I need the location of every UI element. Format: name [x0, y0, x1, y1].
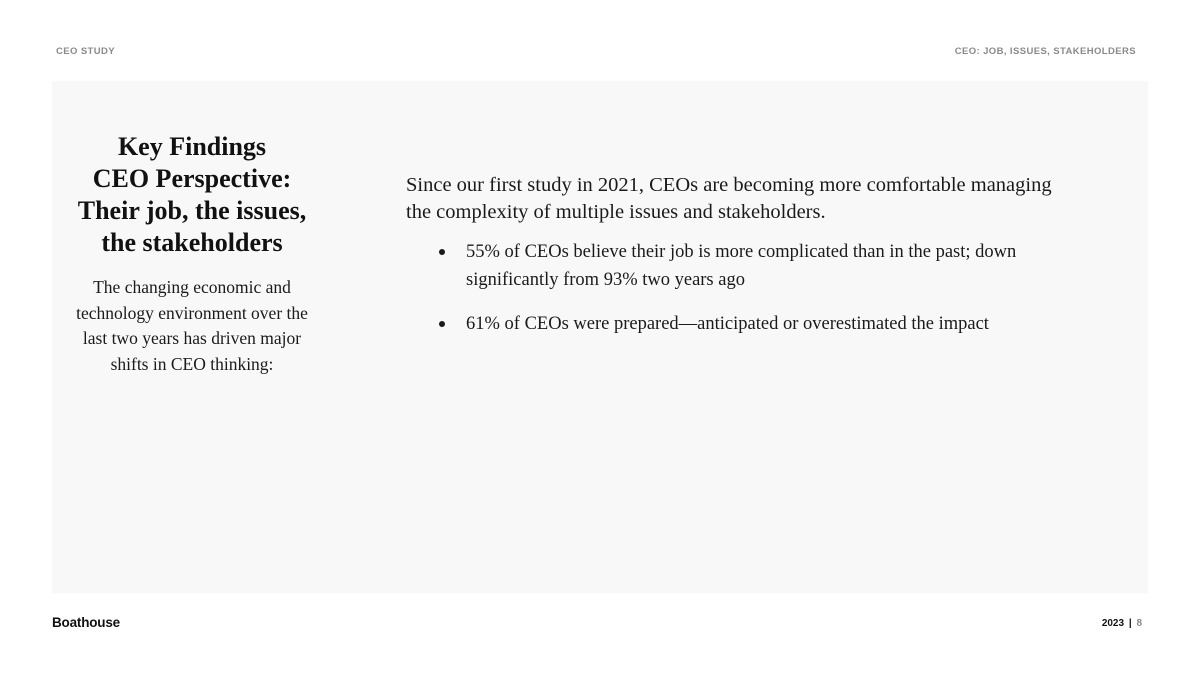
finding-text: 61% of CEOs were prepared—anticipated or overestimated the impact	[466, 314, 989, 334]
topic-label: CEO: JOB, ISSUES, STAKEHOLDERS	[954, 46, 1136, 57]
intro-text: The changing economic and technology environment over the last two years has driven major shifts in CEO thinking:	[76, 277, 308, 374]
separator: |	[1128, 618, 1132, 629]
page-footer	[1102, 618, 1142, 629]
finding-text: 55% of CEOs believe their job is more complicated than in the past; down significantly from 93% two years ago	[466, 242, 1017, 290]
findings-column	[406, 172, 1056, 354]
bullet-icon	[439, 249, 445, 255]
year-label: 2023	[1101, 618, 1125, 629]
findings-list	[406, 238, 1056, 338]
lead-paragraph: Since our first study in 2021, CEOs are becoming more comfortable managing the complexity of multiple issues and stakeholders.	[406, 174, 1052, 223]
title-line-2: CEO Perspective:	[92, 164, 292, 193]
section-label: CEO STUDY	[56, 46, 116, 57]
title-line-4: the stakeholders	[101, 228, 283, 257]
page-number: 8	[1136, 618, 1142, 629]
bullet-icon	[439, 321, 445, 327]
finding-item	[406, 238, 1056, 294]
title-line-1: Key Findings	[117, 132, 267, 161]
title-line-3: Their job, the issues,	[77, 196, 307, 225]
key-findings-column	[72, 131, 312, 377]
boathouse-logo: Boathouse	[52, 615, 120, 630]
finding-item	[406, 310, 1056, 338]
